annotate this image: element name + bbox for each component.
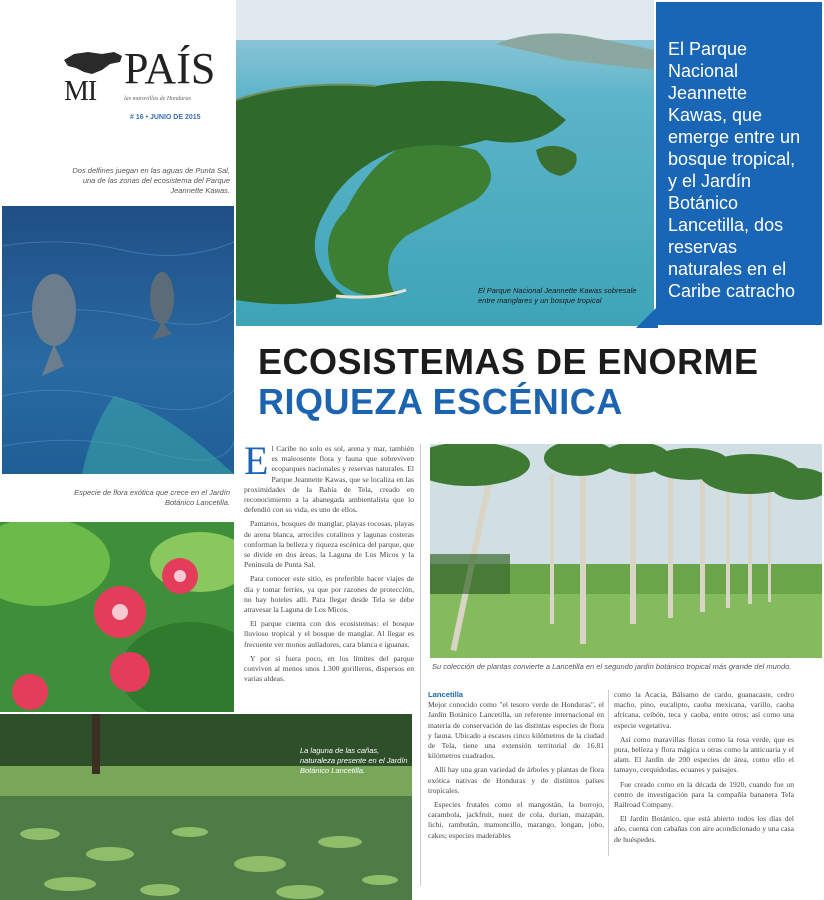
logo-pais: PAÍS [124,44,216,93]
flower-photo [0,522,234,712]
column-divider [608,690,609,856]
palms-caption: Su colección de plantas convierte a Lancetilla en el segundo jardín botánico tropical más grande del mundo. [432,662,792,671]
blue-box-corner [636,306,658,328]
masthead [0,0,236,140]
feature-summary-text: El Parque Nacional Jeannette Kawas, que emerge entre un bosque tropical, y el Jardín Botánico Lancetilla, dos reservas naturales en el Caribe catracho [668,39,801,301]
paragraph: Mejor conocido como "el tesoro verde de Honduras", el Jardín Botánico Lancetilla, un referente internacional en materia de conservación de las distintas especies de flora y fauna. Ubicado a escasos cinco kilómetros de la ciudad de Tela, tiene una extensión territorial de 16.81 kilómetros cuadrados. [428,700,604,761]
paragraph: El parque cuenta con dos ecosistemas: el bosque lluvioso tropical y el bosque de manglar. Al llegar es frecuente ver monos aulladores, cara blanca e iguanas. [244,619,414,649]
logo-mi: MI [64,76,97,107]
article-column-1 [244,438,414,688]
issue-date: # 16 • JUNIO DE 2015 [130,114,201,121]
logo-tagline: las maravillas de Honduras [124,96,191,102]
flower-caption: Especie de flora exótica que crece en el Jardín Botánico Lancetilla. [74,488,230,507]
paragraph: Allí hay una gran variedad de árboles y plantas de flora exótica nativas de Honduras y de distintos países tropicales. [428,765,604,795]
paragraph: Para conocer este sitio, es preferible hacer viajes de día y tomar ferries, ya que por razones de protección, no hay hoteles allí. Para llegar desde Tela se debe atravesar la Laguna de Los Micos. [244,574,414,615]
paragraph: Así como maravillas floras como la rosa verde, que es pura, belleza y flora mágica u otras como la anticuaria y el alam. El Jardín de 200 especies de área, como ello el tamayo, cerquidodas, ecuanes y paisajes. [614,734,794,775]
headline-line-2: RIQUEZA ESCÉNICA [258,381,623,422]
honduras-map-icon [62,48,124,78]
paragraph: Y por si fuera poco, en los límites del parque conviven al menos unos 1.300 gorilleros, dispersos en varias aldeas. [244,653,414,684]
column-divider [420,444,421,886]
paragraph: como la Acacia, Bálsamo de cardo, guanacaste, cedro macho, pino, eucalipto, caoba mexicana, varillo, caoba africana, ceibón, teca y caoba, entre otros; así como una especie vegetativa. [614,690,794,730]
lily-pond-photo [0,714,412,900]
lilies-caption: La laguna de las cañas, naturaleza presente en el Jardín Botánico Lancetilla. [300,746,408,775]
paragraph: Fue creado como en la década de 1920, cuando fue un centro de investigación para la compañía bananera Tela Railroad Company. [614,779,794,810]
subhead-lancetilla: Lancetilla [428,690,464,699]
article-column-2 [428,690,604,845]
dolphins-caption: Dos delfines juegan en las aguas de Punta Sal, una de las zonas del ecosistema del Parque Jeannette Kawas. [72,166,230,195]
dolphins-photo [2,206,234,474]
headline-line-1: ECOSISTEMAS DE ENORME [258,341,759,382]
drop-cap: E [244,438,269,483]
paragraph: Especies frutales como el mangostán, la borrojo, carambola, jackfruit, nuez de cola, durian, mazapán, lichi, rambután, mamoncillo, marango, longan, jobo, cakes; especies maderables [428,800,604,840]
paragraph: l Caribe no solo es sol, arena y mar, también es maleosente flora y fauna que sobreviven ecoparques nacionales y reservas naturales. El Parque Jeannette Kawas, que se localiza en las proximidades de la Bahía de Tela, creado en reconocimiento a la abanegada ambientalista que lo defendió con su vida, es uno de ellos. [244,444,414,515]
coast-aerial-photo [236,0,654,326]
feature-summary-box [656,2,822,325]
paragraph: El Jardín Botánico, que está abierto todos los días del año, cuenta con cabañas con aire acondicionado y una casa de huéspedes. [614,814,794,844]
headline [258,342,818,422]
palm-trees-photo [430,444,822,658]
article-column-3 [614,690,794,849]
paragraph: Pantanos, bosques de manglar, playas rocosas, playas de arena blanca, arrecifes coralinos y lagunas costeras conforman la belleza y riqueza escénica del parque, que se divide en dos áreas, la Laguna de Los Micos y la Península de Punta Sal. [244,519,414,570]
coast-caption: El Parque Nacional Jeannette Kawas sobresale entre manglares y un bosque tropical [478,286,637,305]
